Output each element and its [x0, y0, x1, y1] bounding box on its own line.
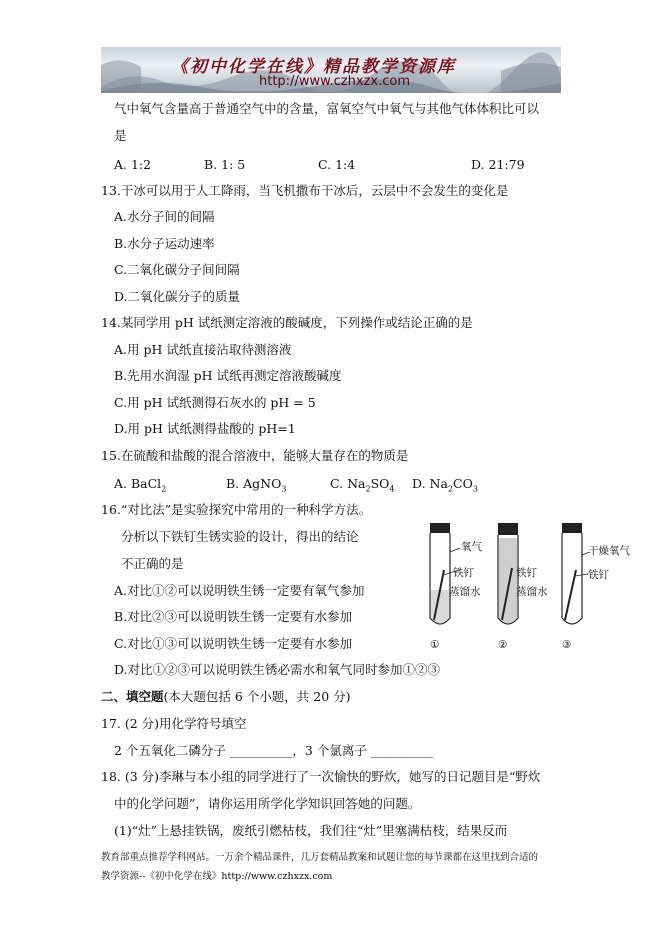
- text-line: 气中氧气含量高于普通空气中的含量，富氧空气中氧气与其他气体体积比可以: [114, 101, 540, 116]
- option-c: C. $Na_2SO_4$: [330, 476, 395, 494]
- option-d: D.对比①②③可以说明铁生锈必需水和氧气同时参加①②③: [114, 662, 441, 677]
- test-tube-3: [562, 523, 582, 624]
- option-b: B.先用水润湿 pH 试纸再测定溶液酸碱度: [114, 368, 342, 383]
- text-line: 分析以下铁钉生锈实验的设计，得出的结论: [121, 529, 359, 544]
- option-d: D. $Na_2CO_3$: [412, 476, 478, 494]
- option-d: D. 21:79: [471, 157, 525, 172]
- number-3: ③: [562, 639, 572, 651]
- text-line: 2 个五氧化二磷分子 __________，3 个氯离子 __________: [114, 743, 434, 758]
- option-b: B. AgNO$_3$: [226, 476, 287, 494]
- rust-experiment-figure: [410, 520, 650, 655]
- option-a: A. BaCl$_2$: [114, 476, 167, 494]
- text-line: 是: [114, 128, 127, 143]
- option-c: C. 1:4: [318, 157, 356, 172]
- label-nail: 铁钉: [588, 569, 609, 581]
- option-b: B.对比②③可以说明铁生锈一定要有水参加: [114, 609, 353, 624]
- test-tube-2: [498, 523, 518, 624]
- label-oxygen: 氧气: [461, 541, 482, 553]
- option-d: D.二氧化碳分子的质量: [114, 289, 241, 304]
- label-water: 蒸馏水: [449, 586, 481, 598]
- option-c: C.二氧化碳分子间间隔: [114, 262, 240, 277]
- header-banner: [101, 47, 561, 93]
- banner-url[interactable]: http://www.czhxzx.com: [259, 74, 410, 89]
- option-b: B. 1: 5: [204, 157, 246, 172]
- question-13: 13.干冰可以用于人工降雨，当飞机撒布干冰后，云层中不会发生的变化是: [101, 183, 509, 198]
- question-18: 18. (3 分)李琳与本小组的同学进行了一次愉快的野炊，她写的日记题目是“野炊: [101, 769, 541, 784]
- label-nail: 铁钉: [516, 567, 537, 579]
- question-14: 14.某同学用 pH 试纸测定溶液的酸碱度，下列操作或结论正确的是: [101, 315, 473, 330]
- section-heading: 二、填空题(本大题包括 6 个小题，共 20 分): [101, 689, 351, 704]
- option-a: A.用 pH 试纸直接沾取待测溶液: [114, 342, 292, 357]
- option-b: B.水分子运动速率: [114, 236, 215, 251]
- option-d: D.用 pH 试纸测得盐酸的 pH=1: [114, 421, 296, 436]
- footer-line-2: 教学资源--《初中化学在线》http://www.czhxzx.com: [101, 871, 333, 882]
- question-17: 17. (2 分)用化学符号填空: [101, 716, 247, 731]
- text-line: (1)“灶”上悬挂铁锅，废纸引燃枯枝，我们往“灶”里塞满枯枝，结果反而: [114, 823, 508, 838]
- label-nail: 铁钉: [453, 567, 474, 579]
- option-a: A.对比①②可以说明铁生锈一定要有氧气参加: [114, 583, 365, 598]
- option-a: A.水分子间的间隔: [114, 209, 215, 224]
- option-c: C.用 pH 试纸测得石灰水的 pH = 5: [114, 395, 316, 410]
- text-line: 中的化学问题”，请你运用所学化学知识回答她的问题。: [114, 796, 421, 811]
- number-2: ②: [498, 639, 508, 651]
- number-1: ①: [430, 639, 440, 651]
- option-a: A. 1:2: [114, 157, 152, 172]
- footer-line-1: 教育部重点推荐学科网站。一万余个精品课件，几万套精品教案和试题让您的每节课都在这里找到合适的: [101, 852, 539, 863]
- label-dry-oxygen: 干燥氧气: [588, 545, 630, 557]
- question-15: 15.在硫酸和盐酸的混合溶液中，能够大量存在的物质是: [101, 448, 409, 463]
- question-16: 16.“对比法”是实验探究中常用的一种科学方法。: [101, 502, 372, 517]
- banner-title: 《初中化学在线》精品教学资源库: [171, 57, 456, 77]
- text-line: 不正确的是: [121, 556, 184, 571]
- label-water: 蒸馏水: [516, 586, 548, 598]
- option-c: C.对比①③可以说明铁生锈一定要有水参加: [114, 636, 353, 651]
